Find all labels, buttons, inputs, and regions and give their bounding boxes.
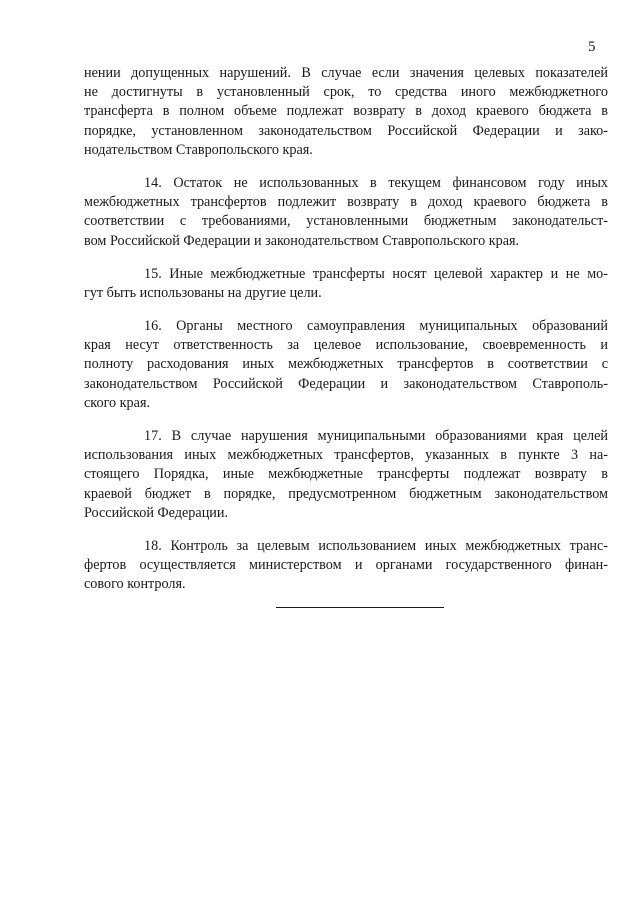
text-line: межбюджетных трансфертов подлежит возврату в доход краевого бюджета в: [84, 194, 608, 211]
document-body: [84, 64, 608, 609]
text-line: 16. Органы местного самоуправления муниципальных образований: [144, 318, 608, 335]
paragraph-continuation: [84, 64, 608, 160]
text-line: использования иных межбюджетных трансфертов, указанных в пункте 3 на-: [84, 447, 608, 464]
text-line: фертов осуществляется министерством и органами государственного финан-: [84, 557, 608, 574]
end-separator-line: [276, 607, 444, 608]
text-line: Российской Федерации.: [84, 504, 229, 521]
paragraph-18: [84, 537, 608, 595]
text-line: сового контроля.: [84, 576, 186, 593]
text-line: не достигнуты в установленный срок, то средства иного межбюджетного: [84, 84, 608, 101]
text-line: полноту расходования иных межбюджетных трансфертов в соответствии с: [84, 356, 608, 373]
text-line: 14. Остаток не использованных в текущем финансовом году иных: [144, 174, 608, 191]
text-line: 15. Иные межбюджетные трансферты носят целевой характер и не мо-: [144, 265, 608, 282]
paragraph-15: [84, 265, 608, 303]
paragraph-16: [84, 317, 608, 413]
text-line: порядке, установленном законодательством Российской Федерации и зако-: [84, 122, 608, 139]
text-line: 17. В случае нарушения муниципальными образованиями края целей: [144, 428, 608, 444]
text-line: края несут ответственность за целевое использование, своевременность и: [84, 337, 608, 354]
text-line: законодательством Российской Федерации и законодательством Ставрополь-: [84, 375, 608, 392]
text-line: нодательством Ставропольского края.: [84, 141, 313, 158]
paragraph-14: [84, 174, 608, 251]
text-line: ского края.: [84, 394, 151, 411]
text-line: 18. Контроль за целевым использованием иных межбюджетных транс-: [144, 537, 608, 554]
text-line: трансферта в полном объеме подлежат возврату в доход краевого бюджета в: [84, 103, 608, 120]
text-line: вом Российской Федерации и законодательством Ставропольского края.: [84, 232, 520, 249]
text-line: стоящего Порядка, иные межбюджетные трансферты подлежат возврату в: [84, 466, 608, 483]
text-line: соответствии с требованиями, установленными бюджетным законодательст-: [84, 213, 608, 230]
text-line: нении допущенных нарушений. В случае если значения целевых показателей: [84, 65, 608, 81]
text-line: гут быть использованы на другие цели.: [84, 284, 322, 301]
paragraph-17: [84, 427, 608, 523]
page-number: 5: [588, 39, 596, 55]
text-line: краевой бюджет в порядке, предусмотренном бюджетным законодательством: [84, 485, 608, 502]
